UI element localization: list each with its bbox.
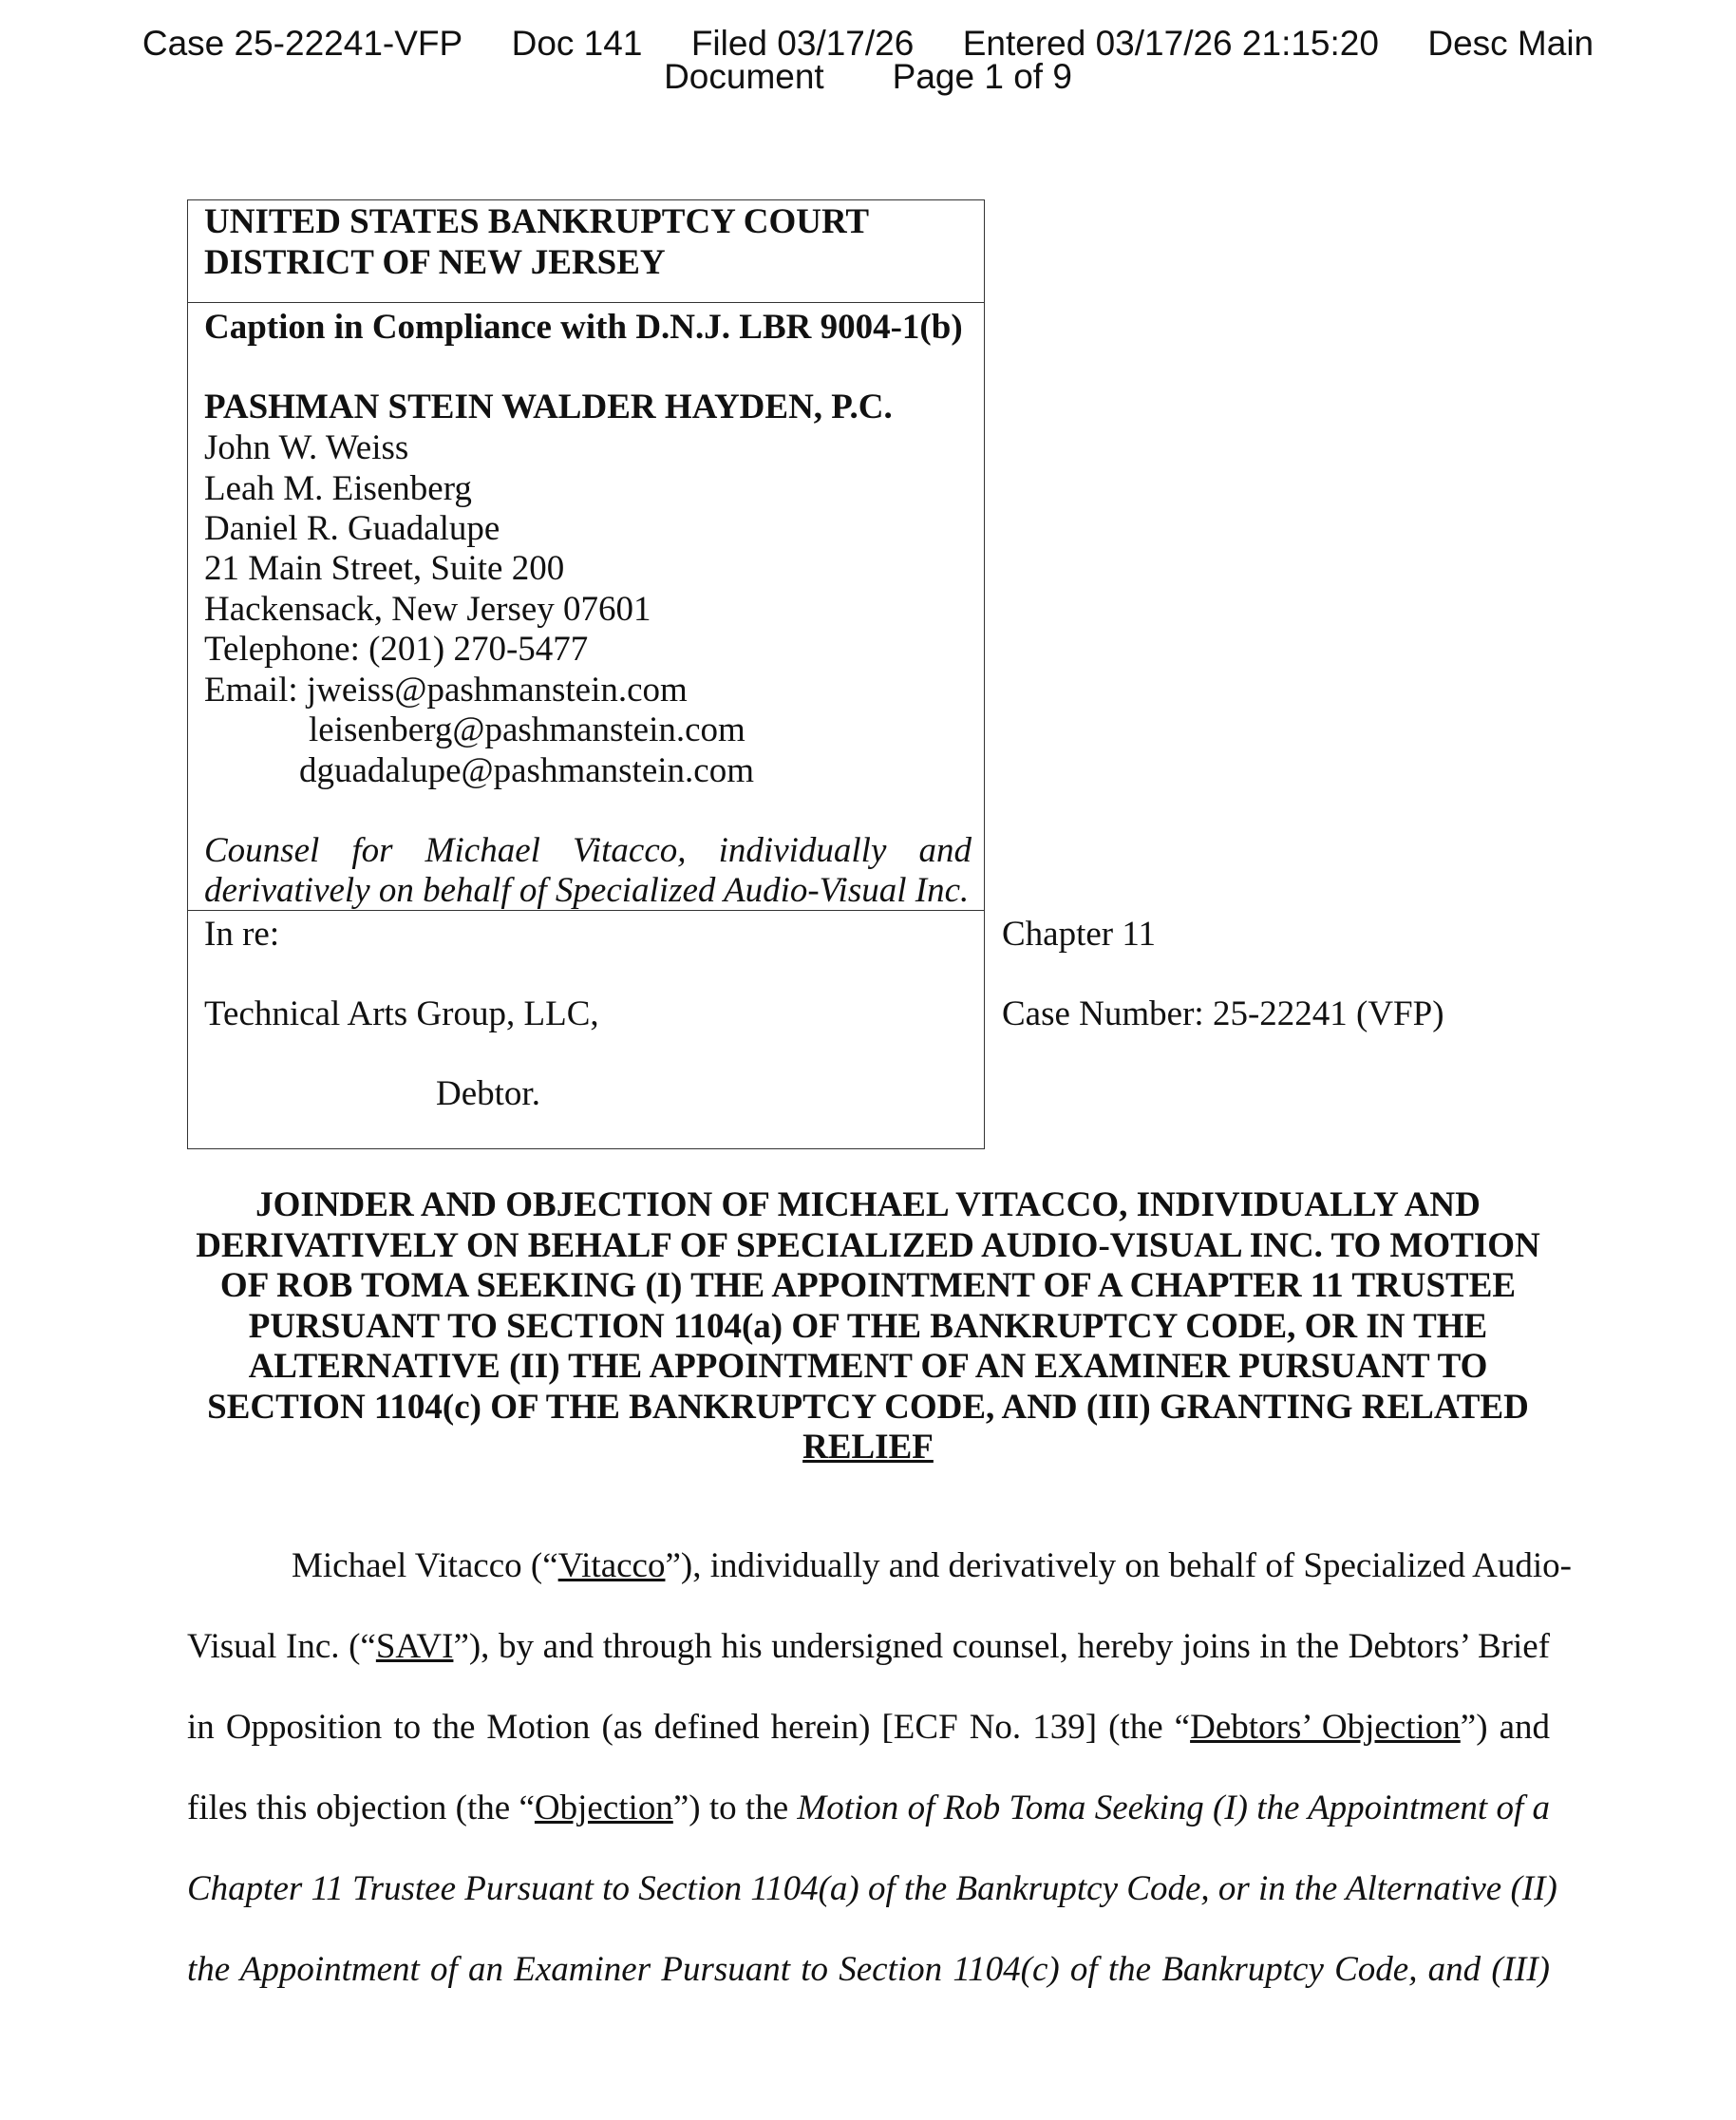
body-line-3: [187, 1707, 1550, 1749]
in-re-label: In re:: [204, 915, 280, 954]
title-line: PURSUANT TO SECTION 1104(a) OF THE BANKRUPTCY CODE, OR IN THE: [248, 1306, 1488, 1346]
attorney-name: John W. Weiss: [204, 428, 409, 467]
defined-term-objection: Objection: [534, 1789, 673, 1827]
body-line-2: [187, 1626, 1550, 1668]
case-number-stamp: Case 25-22241-VFP: [142, 24, 463, 63]
body-text: in Opposition to the Motion (as defined herein) [ECF No. 139] (the “: [187, 1708, 1191, 1747]
title-last-word: RELIEF: [802, 1428, 934, 1467]
body-text: ”), by and through his undersigned counsel, hereby joins in the Debtors’ Brief: [453, 1627, 1550, 1666]
desc-main-stamp: Desc Main: [1427, 24, 1594, 63]
address-line2: Hackensack, New Jersey 07601: [204, 590, 651, 629]
counsel-line1: Counsel for Michael Vitacco, individually and: [204, 831, 972, 870]
telephone: Telephone: (201) 270-5477: [204, 630, 589, 669]
body-text: ”), individually and derivatively on behalf of Specialized Audio-: [665, 1546, 1572, 1585]
title-line: JOINDER AND OBJECTION OF MICHAEL VITACCO, INDIVIDUALLY AND: [255, 1185, 1481, 1224]
attorney-name: Daniel R. Guadalupe: [204, 509, 500, 548]
case-number: Case Number: 25-22241 (VFP): [1002, 994, 1444, 1033]
caption-divider-1: [187, 302, 985, 303]
body-text: Visual Inc. (“: [187, 1627, 376, 1666]
debtor-label: Debtor.: [436, 1074, 540, 1113]
document-title: [171, 1185, 1565, 1468]
body-text: ”) to the: [672, 1789, 798, 1827]
chapter-label: Chapter 11: [1002, 915, 1157, 954]
body-text: Michael Vitacco (“: [292, 1546, 558, 1585]
body-line-1: [292, 1545, 1572, 1587]
title-line: DERIVATIVELY ON BEHALF OF SPECIALIZED AUDIO-VISUAL INC. TO MOTION: [196, 1225, 1540, 1265]
caption-compliance: Caption in Compliance with D.N.J. LBR 9004-1(b): [204, 308, 963, 347]
motion-title-text: Motion of Rob Toma Seeking (I) the Appointment of a: [797, 1789, 1550, 1827]
page-count-stamp: Page 1 of 9: [892, 57, 1072, 96]
entered-date-stamp: Entered 03/17/26 21:15:20: [962, 24, 1379, 63]
title-line: OF ROB TOMA SEEKING (I) THE APPOINTMENT OF A CHAPTER 11 TRUSTEE: [219, 1266, 1517, 1305]
address-line1: 21 Main Street, Suite 200: [204, 549, 565, 588]
email-line1: Email: jweiss@pashmanstein.com: [204, 671, 688, 710]
body-line-4: [187, 1788, 1550, 1829]
title-line: SECTION 1104(c) OF THE BANKRUPTCY CODE, AND (III) GRANTING RELATED: [207, 1387, 1529, 1427]
filing-header-line2: [0, 58, 1736, 96]
email-line2: leisenberg@pashmanstein.com: [309, 710, 745, 749]
defined-term-vitacco: Vitacco: [557, 1546, 666, 1585]
document-label-stamp: Document: [664, 57, 824, 96]
body-text: ”) and: [1460, 1708, 1551, 1747]
attorney-name: Leah M. Eisenberg: [204, 469, 472, 508]
court-name-line2: DISTRICT OF NEW JERSEY: [204, 243, 666, 282]
title-line: ALTERNATIVE (II) THE APPOINTMENT OF AN EXAMINER PURSUANT TO: [248, 1347, 1488, 1386]
body-text: files this objection (the “: [187, 1789, 535, 1827]
defined-term-savi: SAVI: [375, 1627, 454, 1666]
counsel-line2: derivatively on behalf of Specialized Audio-Visual Inc.: [204, 871, 970, 910]
email-line3: dguadalupe@pashmanstein.com: [299, 751, 754, 790]
filed-date-stamp: Filed 03/17/26: [690, 24, 915, 63]
body-line-6: the Appointment of an Examiner Pursuant to Section 1104(c) of the Bankruptcy Code, and (III): [187, 1950, 1550, 1989]
debtor-name: Technical Arts Group, LLC,: [204, 994, 599, 1033]
body-line-5: Chapter 11 Trustee Pursuant to Section 1104(a) of the Bankruptcy Code, or in the Alternative (II): [187, 1869, 1557, 1908]
firm-name: PASHMAN STEIN WALDER HAYDEN, P.C.: [204, 388, 893, 426]
court-name-line1: UNITED STATES BANKRUPTCY COURT: [204, 202, 870, 241]
defined-term-debtors-objection: Debtors’ Objection: [1190, 1708, 1461, 1747]
doc-number-stamp: Doc 141: [511, 24, 643, 63]
